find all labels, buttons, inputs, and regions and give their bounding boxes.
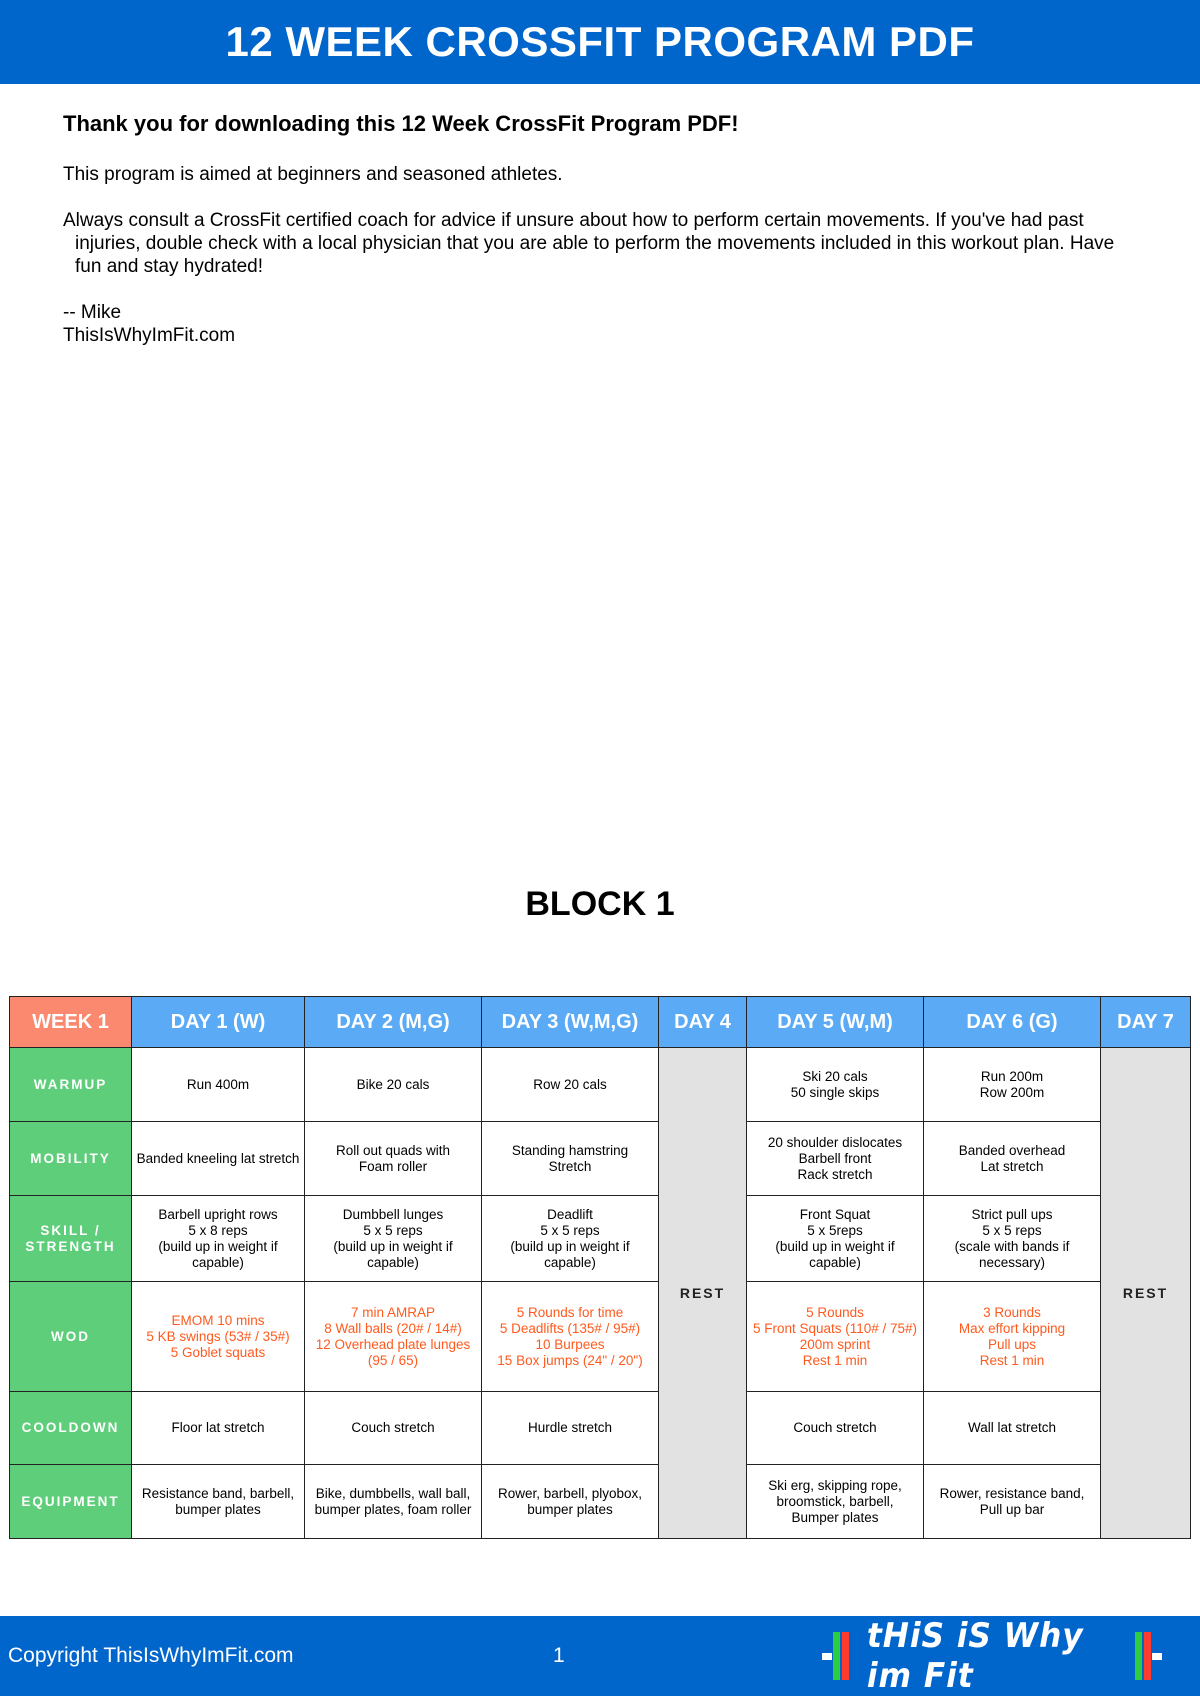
cell-line: capable) — [544, 1254, 596, 1270]
cell-line: Rest 1 min — [979, 1352, 1045, 1368]
table-cell — [132, 1392, 305, 1465]
page-header — [0, 0, 1200, 84]
table-row — [10, 1048, 1191, 1122]
page-footer — [0, 1616, 1200, 1696]
cell-line: Ski erg, skipping rope, — [768, 1477, 902, 1493]
cell-line: Wall lat stretch — [967, 1420, 1057, 1435]
logo-dash-left — [822, 1653, 832, 1660]
cell-line: Couch stretch — [793, 1420, 877, 1435]
cell-line: 5 Deadlifts (135# / 95#) — [499, 1320, 641, 1336]
cell-line: bumper plates — [527, 1501, 613, 1517]
logo-dash-right — [1152, 1653, 1162, 1660]
cell-line: 12 Overhead plate lunges — [315, 1336, 471, 1352]
table-cell — [132, 1282, 305, 1392]
intro-advice: Always consult a CrossFit certified coach for advice if unsure about how to perform certain movements. If you've had past injuries, double check with a local physician that you are able to perform the movements included in this workout plan. Have fun and stay hydrated! — [63, 210, 1115, 277]
cell-line: 50 single skips — [790, 1084, 880, 1100]
cell-line: (build up in weight if — [158, 1238, 278, 1254]
cell-line: Banded kneeling lat stretch — [136, 1150, 300, 1166]
cell-line: Run 200m — [980, 1068, 1044, 1084]
table-row — [10, 1282, 1191, 1392]
day-header: DAY 1 (W) — [132, 997, 305, 1048]
cell-line: 5 Front Squats (110# / 75#) — [752, 1320, 918, 1336]
cell-line: 20 shoulder dislocates — [767, 1134, 903, 1150]
logo-bar-green — [833, 1632, 840, 1680]
table-cell — [305, 1122, 482, 1196]
cell-line: necessary) — [978, 1254, 1046, 1270]
intro-signature-name: -- Mike — [63, 302, 122, 323]
cell-line: 10 Burpees — [535, 1336, 605, 1352]
cell-line: Rack stretch — [797, 1166, 873, 1182]
table-row — [10, 1392, 1191, 1465]
cell-line: Row 200m — [979, 1084, 1045, 1100]
cell-line: Floor lat stretch — [171, 1420, 265, 1435]
cell-line: 3 Rounds — [983, 1304, 1041, 1320]
cell-line: Rower, resistance band, — [939, 1485, 1085, 1501]
table-cell — [924, 1048, 1101, 1122]
table-cell — [747, 1465, 924, 1539]
cell-line: 5 Rounds — [806, 1304, 864, 1320]
cell-line: Stretch — [548, 1158, 592, 1174]
table-cell — [132, 1196, 305, 1282]
page-title: 12 WEEK CROSSFIT PROGRAM PDF — [225, 18, 975, 65]
logo-bar-red — [842, 1632, 849, 1680]
cell-line: capable) — [192, 1254, 244, 1270]
cell-line: 8 Wall balls (20# / 14#) — [324, 1320, 462, 1336]
table-cell — [482, 1282, 659, 1392]
day-header: DAY 7 — [1101, 997, 1191, 1048]
day-header: DAY 3 (W,M,G) — [482, 997, 659, 1048]
cell-line: bumper plates, foam roller — [314, 1501, 472, 1517]
cell-line: Couch stretch — [351, 1420, 435, 1435]
cell-line: Strict pull ups — [971, 1206, 1053, 1222]
table-cell — [132, 1048, 305, 1122]
cell-line: Banded overhead — [958, 1142, 1066, 1158]
cell-line: Ski 20 cals — [802, 1068, 868, 1084]
cell-line: 5 x 5reps — [807, 1222, 863, 1238]
cell-line: (build up in weight if — [775, 1238, 895, 1254]
table-cell — [747, 1196, 924, 1282]
table-row — [10, 1122, 1191, 1196]
table-row — [10, 1196, 1191, 1282]
table-cell — [924, 1465, 1101, 1539]
table-cell — [747, 1122, 924, 1196]
cell-line: 5 Rounds for time — [516, 1304, 624, 1320]
row-label: MOBILITY — [10, 1122, 132, 1196]
cell-line: Bumper plates — [791, 1509, 879, 1525]
table-cell — [747, 1048, 924, 1122]
cell-line: 5 x 8 reps — [188, 1222, 248, 1238]
intro-section — [63, 112, 1123, 347]
logo-bar-red — [1144, 1632, 1151, 1680]
row-label: WARMUP — [10, 1048, 132, 1122]
cell-line: Rest 1 min — [802, 1352, 868, 1368]
cell-line: capable) — [809, 1254, 861, 1270]
cell-line: Roll out quads with — [335, 1142, 451, 1158]
table-cell — [482, 1122, 659, 1196]
table-cell — [305, 1048, 482, 1122]
cell-line: 5 x 5 reps — [363, 1222, 423, 1238]
block-title: BLOCK 1 — [525, 885, 675, 923]
cell-line: 5 x 5 reps — [540, 1222, 600, 1238]
cell-line: capable) — [367, 1254, 419, 1270]
cell-line: Hurdle stretch — [527, 1420, 613, 1435]
page-number: 1 — [553, 1644, 565, 1667]
cell-line: Lat stretch — [980, 1158, 1044, 1174]
cell-line: Pull ups — [987, 1336, 1037, 1352]
table-cell — [482, 1196, 659, 1282]
cell-line: Pull up bar — [979, 1501, 1045, 1517]
cell-line: Standing hamstring — [511, 1142, 629, 1158]
cell-line: Run 400m — [186, 1076, 250, 1092]
table-cell — [482, 1465, 659, 1539]
cell-line: (build up in weight if — [333, 1238, 453, 1254]
table-cell — [305, 1465, 482, 1539]
table-cell — [747, 1282, 924, 1392]
row-label: EQUIPMENT — [10, 1465, 132, 1539]
cell-line: Row 20 cals — [533, 1076, 607, 1092]
footer-copyright: Copyright ThisIsWhyImFit.com — [8, 1644, 294, 1667]
cell-line: 200m sprint — [799, 1336, 871, 1352]
cell-line: (build up in weight if — [510, 1238, 630, 1254]
table-cell — [482, 1048, 659, 1122]
cell-line: EMOM 10 mins — [171, 1312, 265, 1328]
table-cell — [924, 1282, 1101, 1392]
table-cell — [482, 1392, 659, 1465]
intro-thanks: Thank you for downloading this 12 Week CrossFit Program PDF! — [63, 111, 739, 136]
table-cell — [305, 1196, 482, 1282]
table-cell — [924, 1122, 1101, 1196]
cell-line: 7 min AMRAP — [350, 1304, 436, 1320]
cell-line: Bike 20 cals — [356, 1076, 430, 1092]
day-header: DAY 5 (W,M) — [747, 997, 924, 1048]
day-header: DAY 2 (M,G) — [305, 997, 482, 1048]
intro-signature-site: ThisIsWhyImFit.com — [63, 325, 236, 346]
table-cell — [132, 1122, 305, 1196]
rest-day-cell: REST — [1101, 1048, 1191, 1539]
cell-line: 5 KB swings (53# / 35#) — [146, 1328, 290, 1344]
cell-line: Deadlift — [547, 1206, 593, 1222]
intro-aim: This program is aimed at beginners and seasoned athletes. — [63, 164, 563, 185]
day-header: DAY 6 (G) — [924, 997, 1101, 1048]
cell-line: 15 Box jumps (24" / 20") — [497, 1352, 643, 1368]
cell-line: 5 Goblet squats — [170, 1344, 266, 1360]
cell-line: (scale with bands if — [954, 1238, 1070, 1254]
cell-line: bumper plates — [175, 1501, 261, 1517]
table-cell — [132, 1465, 305, 1539]
week-header: WEEK 1 — [10, 997, 132, 1048]
table-cell — [747, 1392, 924, 1465]
row-label: SKILL / STRENGTH — [10, 1196, 132, 1282]
row-label: WOD — [10, 1282, 132, 1392]
cell-line: Rower, barbell, plyobox, — [497, 1485, 643, 1501]
logo-text: tHiS iS Why im Fit — [866, 1616, 1084, 1696]
rest-day-cell: REST — [659, 1048, 747, 1539]
row-label: COOLDOWN — [10, 1392, 132, 1465]
table-row — [10, 1465, 1191, 1539]
cell-line: Front Squat — [799, 1206, 871, 1222]
cell-line: Max effort kipping — [958, 1320, 1066, 1336]
cell-line: Dumbbell lunges — [342, 1206, 444, 1222]
cell-line: Resistance band, barbell, — [141, 1485, 295, 1501]
cell-line: broomstick, barbell, — [776, 1493, 894, 1509]
cell-line: Barbell front — [798, 1150, 872, 1166]
table-cell — [305, 1392, 482, 1465]
site-logo — [822, 1616, 1162, 1696]
cell-line: (95 / 65) — [367, 1352, 419, 1368]
table-cell — [305, 1282, 482, 1392]
logo-bar-green — [1135, 1632, 1142, 1680]
cell-line: Barbell upright rows — [158, 1206, 278, 1222]
day-header: DAY 4 — [659, 997, 747, 1048]
cell-line: Foam roller — [358, 1158, 428, 1174]
table-cell — [924, 1392, 1101, 1465]
table-cell — [924, 1196, 1101, 1282]
cell-line: 5 x 5 reps — [982, 1222, 1042, 1238]
program-table — [9, 996, 1191, 1539]
cell-line: Bike, dumbbells, wall ball, — [315, 1485, 471, 1501]
table-header-row — [10, 997, 1191, 1048]
